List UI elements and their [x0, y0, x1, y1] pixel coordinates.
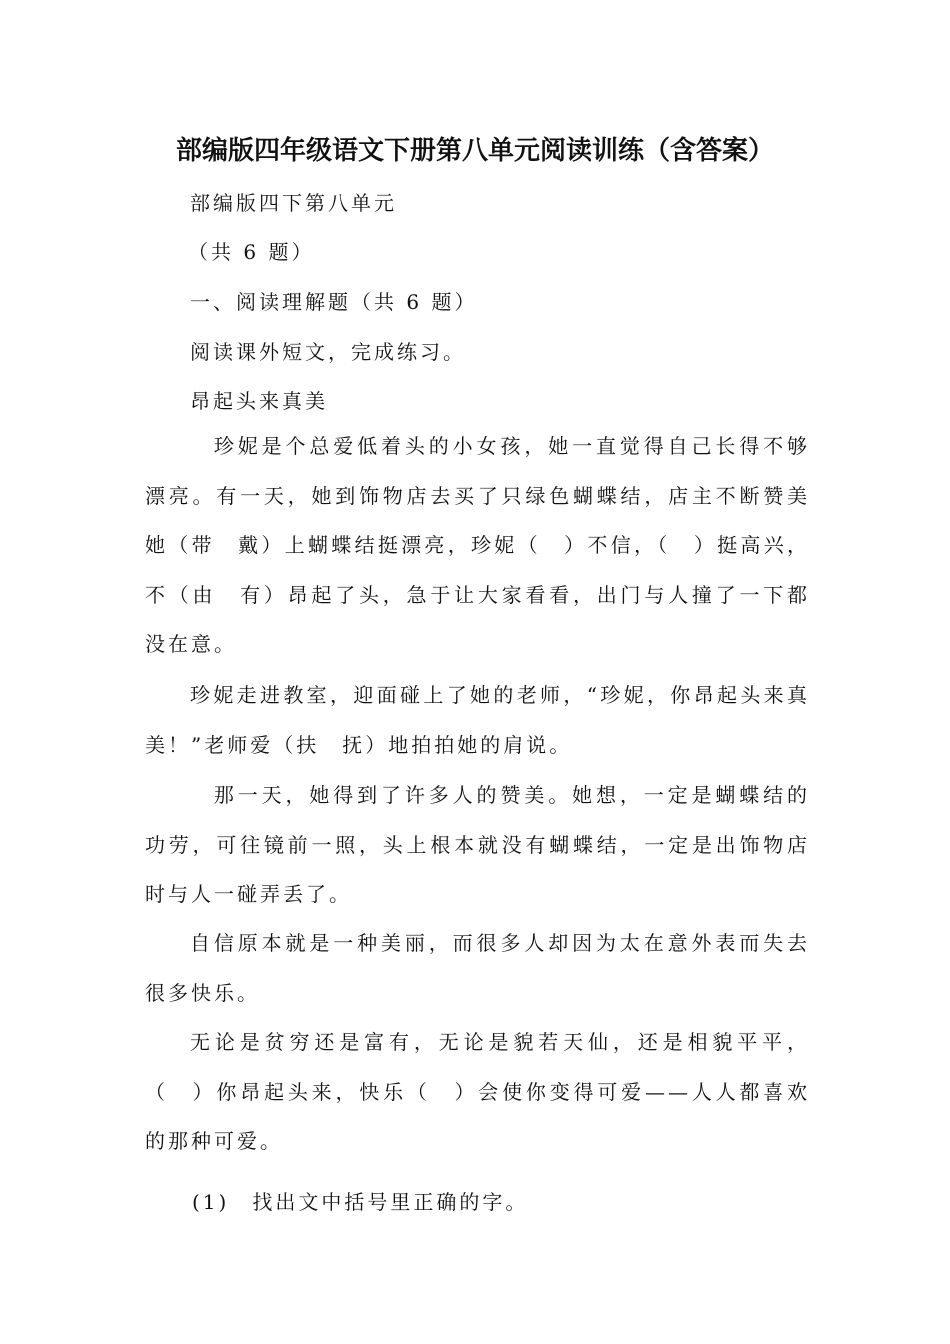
paragraph-2-text: 珍妮走进教室，迎面碰上了她的老师，“珍妮，你昂起头来真美！”老师爱（扶 抚）地拍拍她的肩说。	[145, 683, 810, 757]
paragraph-2	[145, 671, 810, 770]
paragraph-3-text: 那一天，她得到了许多人的赞美。她想，一定是蝴蝶结的功劳，可往镜前一照，头上根本就没有蝴蝶结，一定是出饰物店时与人一碰弄丢了。	[145, 783, 810, 906]
paragraph-4	[145, 919, 810, 1018]
paragraph-3	[145, 771, 810, 920]
paragraph-1	[145, 422, 810, 670]
paragraph-4-text: 自信原本就是一种美丽，而很多人却因为太在意外表而失去很多快乐。	[145, 931, 810, 1005]
question-count: （共 6 题）	[188, 240, 315, 264]
paragraph-1-text: 珍妮是个总爱低着头的小女孩，她一直觉得自己长得不够漂亮。有一天，她到饰物店去买了只绿色蝴蝶结，店主不断赞美她（带 戴）上蝴蝶结挺漂亮，珍妮（ ）不信，（ ）挺高兴，不（由 有）昂起了头，急于让大家看看，出门与人撞了一下都没在意。	[145, 434, 810, 656]
paragraph-5-text: 无论是贫穷还是富有，无论是貌若天仙，还是相貌平平，（ ）你昂起头来，快乐（ ）会使你变得可爱——人人都喜欢的那种可爱。	[145, 1030, 810, 1153]
section-heading: 一、阅读理解题（共 6 题）	[190, 290, 478, 314]
question-1: (1) 找出文中括号里正确的字。	[192, 1190, 529, 1214]
document-title: 部编版四年级语文下册第八单元阅读训练（含答案）	[175, 136, 774, 166]
paragraph-5	[145, 1018, 810, 1167]
instruction: 阅读课外短文，完成练习。	[190, 340, 466, 364]
story-title: 昂起头来真美	[190, 389, 328, 413]
unit-subtitle: 部编版四下第八单元	[190, 191, 397, 215]
